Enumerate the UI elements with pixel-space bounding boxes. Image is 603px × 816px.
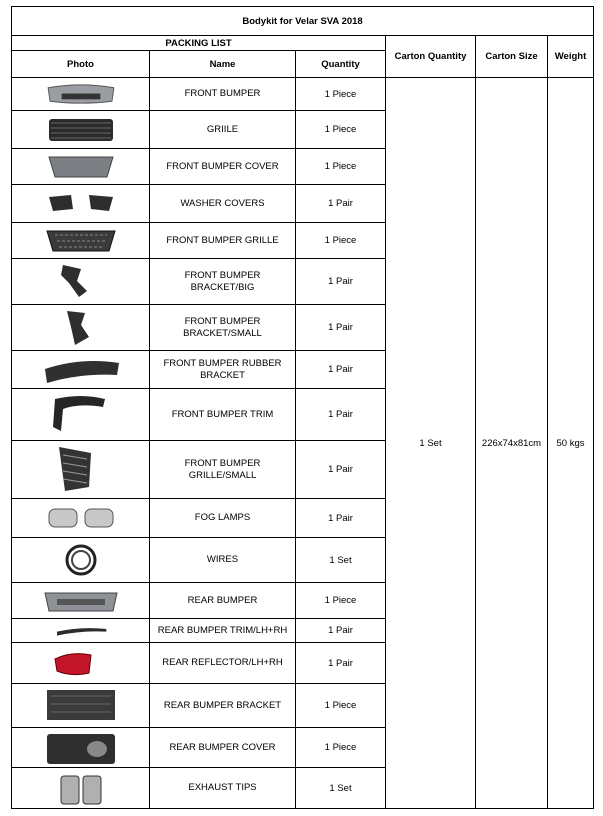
header-quantity: Quantity xyxy=(296,51,386,78)
item-quantity: 1 Piece xyxy=(296,223,386,259)
item-name: REAR BUMPER BRACKET xyxy=(150,684,296,728)
bumper-trim-photo xyxy=(41,391,121,439)
item-name: FRONT BUMPER BRACKET/SMALL xyxy=(150,305,296,351)
header-weight: Weight xyxy=(548,36,594,78)
item-quantity: 1 Set xyxy=(296,538,386,583)
item-name: FRONT BUMPER RUBBER BRACKET xyxy=(150,351,296,389)
item-quantity: 1 Piece xyxy=(296,728,386,768)
front-bumper-photo xyxy=(41,80,121,109)
bracket-small-photo xyxy=(41,307,121,349)
item-quantity: 1 Piece xyxy=(296,583,386,619)
item-name: REAR BUMPER TRIM/LH+RH xyxy=(150,619,296,643)
fog-lamps-photo xyxy=(41,501,121,536)
item-quantity: 1 Pair xyxy=(296,643,386,684)
grille-small-photo xyxy=(41,443,121,497)
item-name: WASHER COVERS xyxy=(150,185,296,223)
item-photo xyxy=(12,223,150,259)
packing-list-heading: PACKING LIST xyxy=(12,36,386,51)
item-photo xyxy=(12,305,150,351)
item-quantity: 1 Pair xyxy=(296,619,386,643)
item-name: REAR REFLECTOR/LH+RH xyxy=(150,643,296,684)
item-photo xyxy=(12,728,150,768)
carton-weight: 50 kgs xyxy=(548,78,594,809)
item-quantity: 1 Pair xyxy=(296,351,386,389)
item-quantity: 1 Pair xyxy=(296,499,386,538)
item-quantity: 1 Piece xyxy=(296,111,386,149)
item-quantity: 1 Pair xyxy=(296,259,386,305)
item-photo xyxy=(12,441,150,499)
item-name: FOG LAMPS xyxy=(150,499,296,538)
item-quantity: 1 Piece xyxy=(296,149,386,185)
item-quantity: 1 Pair xyxy=(296,185,386,223)
rear-reflector-photo xyxy=(41,645,121,682)
item-photo xyxy=(12,619,150,643)
item-photo xyxy=(12,351,150,389)
item-name: FRONT BUMPER COVER xyxy=(150,149,296,185)
item-name: GRIILE xyxy=(150,111,296,149)
item-photo xyxy=(12,259,150,305)
item-photo xyxy=(12,185,150,223)
item-quantity: 1 Piece xyxy=(296,684,386,728)
item-photo xyxy=(12,684,150,728)
item-quantity: 1 Pair xyxy=(296,441,386,499)
item-quantity: 1 Pair xyxy=(296,389,386,441)
item-quantity: 1 Piece xyxy=(296,78,386,111)
front-bumper-cover-photo xyxy=(41,151,121,183)
item-name: FRONT BUMPER BRACKET/BIG xyxy=(150,259,296,305)
rear-bumper-photo xyxy=(41,585,121,617)
wires-photo xyxy=(41,540,121,581)
item-name: FRONT BUMPER xyxy=(150,78,296,111)
item-name: WIRES xyxy=(150,538,296,583)
item-photo xyxy=(12,583,150,619)
item-photo xyxy=(12,78,150,111)
rear-trim-photo xyxy=(41,621,121,641)
item-quantity: 1 Set xyxy=(296,768,386,809)
header-photo: Photo xyxy=(12,51,150,78)
item-photo xyxy=(12,768,150,809)
document-title: Bodykit for Velar SVA 2018 xyxy=(12,7,594,36)
front-bumper-grille-photo xyxy=(41,225,121,257)
header-carton-size: Carton Size xyxy=(476,36,548,78)
item-name: REAR BUMPER xyxy=(150,583,296,619)
header-name: Name xyxy=(150,51,296,78)
packing-list-table xyxy=(11,6,594,809)
item-name: FRONT BUMPER GRILLE/SMALL xyxy=(150,441,296,499)
washer-covers-photo xyxy=(41,187,121,221)
item-photo xyxy=(12,538,150,583)
item-photo xyxy=(12,643,150,684)
item-quantity: 1 Pair xyxy=(296,305,386,351)
item-name: FRONT BUMPER GRILLE xyxy=(150,223,296,259)
rear-cover-photo xyxy=(41,730,121,766)
carton-quantity: 1 Set xyxy=(386,78,476,809)
item-name: FRONT BUMPER TRIM xyxy=(150,389,296,441)
bracket-big-photo xyxy=(41,261,121,303)
item-photo xyxy=(12,389,150,441)
exhaust-tips-photo xyxy=(41,770,121,807)
item-photo xyxy=(12,499,150,538)
item-photo xyxy=(12,111,150,149)
item-photo xyxy=(12,149,150,185)
carton-size: 226x74x81cm xyxy=(476,78,548,809)
header-carton-quantity: Carton Quantity xyxy=(386,36,476,78)
grille-photo xyxy=(41,113,121,147)
item-name: REAR BUMPER COVER xyxy=(150,728,296,768)
item-name: EXHAUST TIPS xyxy=(150,768,296,809)
table-row xyxy=(12,78,594,111)
rear-bracket-photo xyxy=(41,686,121,726)
rubber-bracket-photo xyxy=(41,353,121,387)
